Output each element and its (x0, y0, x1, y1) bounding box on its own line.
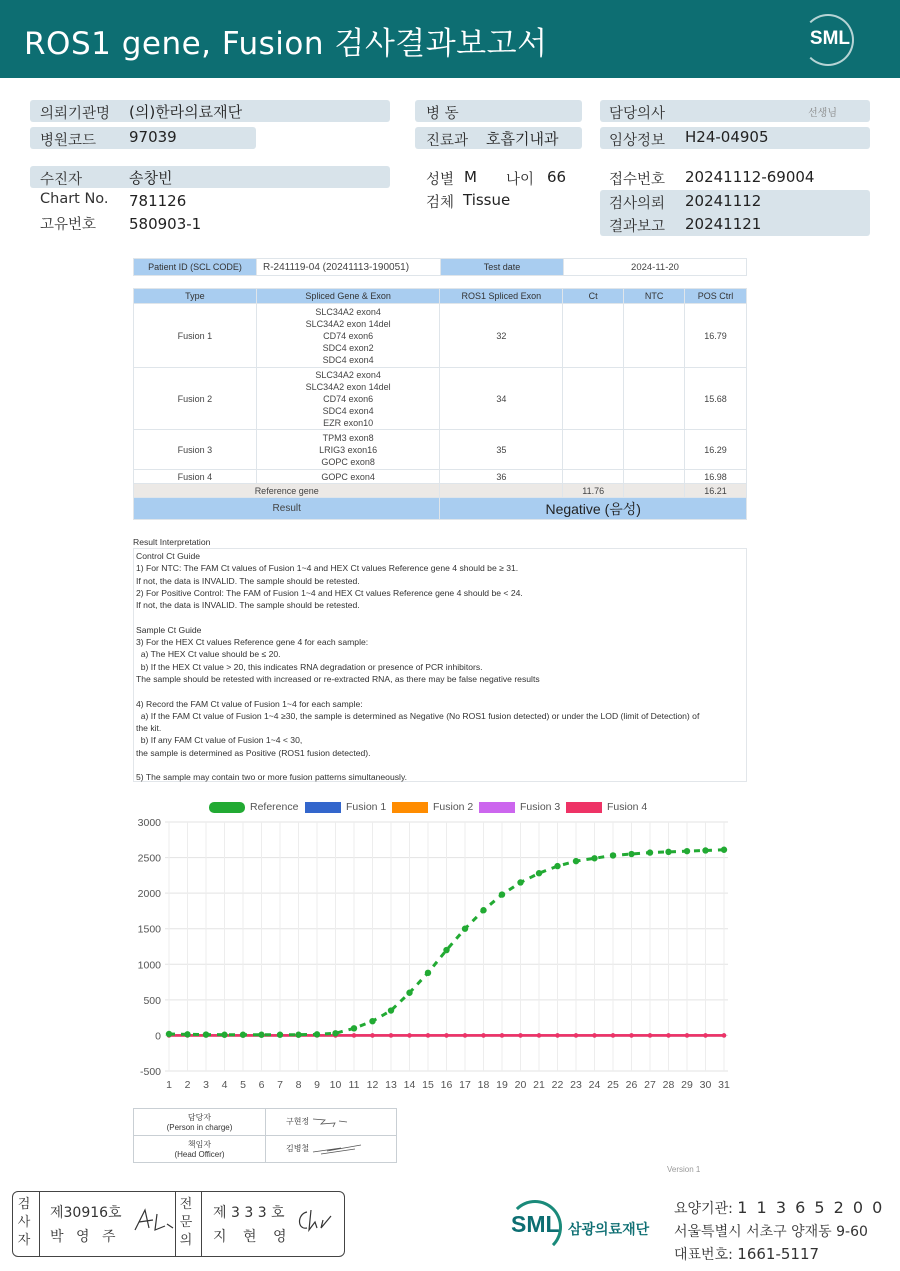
reference-ct: 11.76 (563, 484, 624, 498)
dept-label: 진료과 (426, 133, 469, 149)
legend-label: Fusion 1 (346, 801, 387, 813)
head-cell (134, 1136, 266, 1163)
gene-exon: CD74 exon6 (323, 330, 374, 341)
x-tick-label: 27 (644, 1079, 656, 1091)
footer-org: 삼광의료재단 (568, 1222, 650, 1238)
data-point (221, 1032, 227, 1038)
stamp-line2: 제 3 3 3 호 (213, 1205, 285, 1221)
row-genes (256, 470, 440, 484)
row-ct (563, 470, 624, 484)
data-point (554, 863, 560, 869)
gene-exon: SDC4 exon4 (322, 405, 374, 416)
col-ntc: NTC (624, 289, 685, 304)
result-row (134, 368, 747, 430)
data-point (666, 1033, 670, 1037)
data-point (721, 847, 727, 853)
footer-phone-row (674, 1244, 819, 1264)
reference-exon (440, 484, 563, 498)
y-tick-label: 0 (155, 1030, 161, 1043)
data-point (722, 1033, 726, 1037)
gene-exon: SDC4 exon4 (322, 354, 374, 365)
data-point (389, 1033, 393, 1037)
unique-label: 고유번호 (40, 217, 97, 233)
data-point (258, 1032, 264, 1038)
x-tick-label: 10 (329, 1079, 342, 1091)
data-point (314, 1031, 320, 1037)
x-tick-label: 9 (314, 1079, 320, 1091)
footer-logo: SML (511, 1211, 560, 1237)
data-point (443, 947, 449, 953)
x-tick-label: 26 (625, 1079, 638, 1091)
row-ct (563, 368, 624, 430)
stamp-signature2-icon (293, 1206, 339, 1236)
x-tick-label: 30 (699, 1079, 712, 1091)
certification-stamp (12, 1191, 345, 1257)
signature-table (133, 1108, 397, 1163)
x-tick-label: 19 (496, 1079, 508, 1091)
legend-label: Fusion 3 (520, 801, 561, 813)
row-exon: 32 (440, 304, 563, 368)
data-point (518, 1033, 522, 1037)
chart-value: 781126 (129, 192, 187, 210)
charge-label: 담당자 (187, 1113, 212, 1122)
x-tick-label: 28 (662, 1079, 675, 1091)
gene-exon: SLC34A2 exon4 (315, 306, 381, 317)
result-label: Result (134, 498, 440, 520)
stamp-name1: 박 영 주 (50, 1229, 120, 1245)
data-point (536, 870, 542, 876)
row-exon: 36 (440, 470, 563, 484)
data-point (332, 1030, 338, 1036)
gene-exon: LRIG3 exon16 (319, 444, 378, 455)
data-point (463, 1033, 467, 1037)
data-point (369, 1018, 375, 1024)
patient-label: 수진자 (40, 172, 83, 188)
y-tick-label: 500 (143, 994, 161, 1007)
x-tick-label: 6 (258, 1079, 265, 1091)
report-label: 결과보고 (609, 219, 666, 235)
patient-value: 송창빈 (129, 169, 173, 187)
data-point (481, 1033, 485, 1037)
data-point (277, 1032, 283, 1038)
data-point (370, 1033, 374, 1037)
report-value: 20241121 (685, 215, 762, 233)
x-tick-label: 18 (477, 1079, 490, 1091)
data-point (425, 970, 431, 976)
gene-exon: SLC34A2 exon4 (315, 369, 381, 380)
stamp-name2: 지 현 영 (213, 1229, 293, 1245)
stamp-signature1-icon (131, 1206, 175, 1236)
x-tick-label: 5 (240, 1079, 246, 1091)
gene-exon: SLC34A2 exon 14del (305, 318, 391, 329)
row-exon: 35 (440, 430, 563, 470)
doctor-label: 담당의사 (609, 106, 666, 122)
x-tick-label: 3 (203, 1079, 209, 1091)
stamp-col2: 전문의 (179, 1197, 193, 1248)
data-point (648, 1033, 652, 1037)
charge-signature-icon (311, 1115, 351, 1129)
report-title: ROS1 gene, Fusion 검사결과보고서 (24, 26, 548, 62)
data-point (665, 849, 671, 855)
legend-label: Fusion 4 (607, 801, 648, 813)
col-ct: Ct (563, 289, 624, 304)
x-tick-label: 25 (607, 1079, 619, 1091)
footer-phone-label: 대표번호: (674, 1247, 733, 1263)
reference-label: Reference gene (134, 484, 440, 498)
head-label: 책임자 (187, 1140, 212, 1149)
x-tick-label: 22 (551, 1079, 564, 1091)
patient-id-label: Patient ID (SCL CODE) (134, 259, 257, 276)
ward-label: 병 동 (426, 106, 459, 122)
x-tick-label: 16 (440, 1079, 453, 1091)
footer-code: 1 1 3 6 5 2 0 0 (737, 1198, 885, 1217)
doctor-suffix: 선생님 (808, 108, 837, 119)
row-ntc (624, 470, 685, 484)
row-type: Fusion 3 (134, 430, 257, 470)
y-tick-label: 1500 (137, 923, 161, 936)
gene-exon: GOPC exon4 (321, 471, 375, 482)
data-point (500, 1033, 504, 1037)
data-point (388, 1007, 394, 1013)
institution-label: 의뢰기관명 (40, 106, 111, 122)
result-row (134, 470, 747, 484)
charge-cell (134, 1109, 266, 1136)
data-point (647, 849, 653, 855)
charge-name: 구현정 (286, 1117, 310, 1127)
x-tick-label: 1 (166, 1079, 172, 1091)
row-genes (256, 368, 440, 430)
reference-ntc (624, 484, 685, 498)
data-point (537, 1033, 541, 1037)
footer-phone: 1661-5117 (737, 1245, 820, 1263)
row-exon: 34 (440, 368, 563, 430)
gene-exon: EZR exon10 (323, 417, 374, 428)
data-point (610, 852, 616, 858)
y-tick-label: 2500 (137, 852, 161, 865)
x-tick-label: 7 (277, 1079, 283, 1091)
stamp-col1: 검사자 (17, 1197, 31, 1248)
specimen-label: 검체 (426, 195, 455, 211)
row-ct (563, 430, 624, 470)
age-label: 나이 (506, 172, 535, 188)
x-tick-label: 2 (184, 1079, 191, 1091)
y-tick-label: 2000 (137, 888, 161, 901)
data-point (184, 1031, 190, 1037)
specimen-value: Tissue (463, 191, 511, 209)
amplification-chart (0, 810, 900, 1110)
footer-address: 서울특별시 서초구 양재동 9-60 (674, 1224, 868, 1240)
patient-box (30, 166, 390, 188)
dept-value: 호흡기내과 (486, 130, 559, 148)
test-date-label: Test date (441, 259, 564, 276)
y-tick-label: 3000 (137, 817, 161, 829)
data-point (574, 1033, 578, 1037)
institution-value: (의)한라의료재단 (129, 103, 243, 121)
row-ct (563, 304, 624, 368)
row-type: Fusion 1 (134, 304, 257, 368)
charge-label-en: (Person in charge) (166, 1123, 233, 1132)
gene-exon: SLC34A2 exon 14del (305, 381, 391, 392)
row-type: Fusion 4 (134, 470, 257, 484)
data-point (407, 1033, 411, 1037)
gene-exon: SDC4 exon2 (322, 342, 374, 353)
row-genes (256, 304, 440, 368)
charge-sign-cell (266, 1109, 397, 1136)
data-point (480, 907, 486, 913)
data-point (592, 1033, 596, 1037)
col-exon: ROS1 Spliced Exon (440, 289, 563, 304)
x-tick-label: 17 (459, 1079, 471, 1091)
clinical-value: H24-04905 (685, 128, 769, 146)
test-date-value: 2024-11-20 (564, 259, 747, 276)
data-point (203, 1031, 209, 1037)
chart-label: Chart No. (40, 191, 109, 207)
legend-label: Fusion 2 (433, 801, 474, 813)
patient-id-value: R-241119-04 (20241113-190051) (257, 259, 441, 276)
head-sign-cell (266, 1136, 397, 1163)
col-type: Type (134, 289, 257, 304)
head-name: 김병철 (286, 1144, 310, 1154)
gene-exon: TPM3 exon8 (322, 432, 374, 443)
receipt-label: 접수번호 (609, 172, 666, 188)
interpretation-text: Control Ct Guide 1) For NTC: The FAM Ct values of Fusion 1~4 and HEX Ct values Reference gene 4 should be ≥ 31. If not, the data is INVALID. The sample should be retested. 2) For Positive Control: The FAM of Fusion 1~4 and HEX Ct values Reference gene 4 should be < 24. If not, the data is INVALID. The sample should be retested. Sample Ct Guide 3) For the HEX Ct values Reference gene 4 for each sample: a) The HEX Ct value should be ≤ 20. b) If the HEX Ct value > 20, this indicates RNA degradation or presence of PCR inhibitors. The sample should be retested with increased or re-extracted RNA, as there may be false negative results 4) Record the FAM Ct value of Fusion 1~4 for each sample: a) If the FAM Ct value of Fusion 1~4 ≥30, the sample is determined as Negative (No ROS1 fusion detected) or under the LOD (limit of Detection) of the kit. b) If any FAM Ct value of Fusion 1~4 < 30, the sample is determined as Positive (ROS1 fusion detected). 5) The sample may contain two or more fusion patterns simultaneously. (136, 551, 700, 783)
reference-pos: 16.21 (685, 484, 747, 498)
data-point (628, 851, 634, 857)
x-tick-label: 13 (385, 1079, 397, 1091)
hospital-code-value: 97039 (129, 128, 177, 146)
data-point (611, 1033, 615, 1037)
x-tick-label: 24 (588, 1079, 601, 1091)
data-point (685, 1033, 689, 1037)
x-tick-label: 20 (514, 1079, 527, 1091)
footer-code-label: 요양기관: (674, 1201, 733, 1217)
patient-id-table (133, 258, 747, 276)
row-pos: 16.98 (685, 470, 747, 484)
data-point (240, 1032, 246, 1038)
data-point (462, 926, 468, 932)
receipt-value: 20241112-69004 (685, 168, 815, 186)
x-tick-label: 23 (570, 1079, 582, 1091)
data-point (444, 1033, 448, 1037)
x-tick-label: 11 (348, 1079, 360, 1091)
y-tick-label: 1000 (137, 959, 161, 972)
row-pos: 16.79 (685, 304, 747, 368)
data-point (352, 1033, 356, 1037)
version-label: Version 1 (667, 1165, 701, 1174)
y-tick-label: -500 (139, 1066, 161, 1078)
row-pos: 15.68 (685, 368, 747, 430)
x-tick-label: 4 (221, 1079, 228, 1091)
head-signature-icon (311, 1142, 371, 1156)
hospital-code-label: 병원코드 (40, 133, 97, 149)
unique-value: 580903-1 (129, 215, 202, 233)
head-label-en: (Head Officer) (174, 1150, 225, 1159)
data-point (591, 855, 597, 861)
data-point (702, 847, 708, 853)
data-point (406, 990, 412, 996)
request-label: 검사의뢰 (609, 196, 666, 212)
row-pos: 16.29 (685, 430, 747, 470)
row-ntc (624, 430, 685, 470)
sml-logo: SML (809, 28, 850, 49)
interpretation-box (133, 548, 747, 782)
clinical-label: 임상정보 (609, 133, 666, 149)
request-value: 20241112 (685, 192, 762, 210)
data-point (684, 848, 690, 854)
data-point (166, 1031, 172, 1037)
result-row (134, 430, 747, 470)
result-row (134, 304, 747, 368)
data-point (295, 1032, 301, 1038)
x-tick-label: 12 (366, 1079, 379, 1091)
x-tick-label: 21 (533, 1079, 545, 1091)
x-tick-label: 31 (718, 1079, 730, 1091)
sex-label: 성별 (426, 172, 455, 188)
row-genes (256, 430, 440, 470)
data-point (703, 1033, 707, 1037)
x-tick-label: 29 (681, 1079, 693, 1091)
data-point (555, 1033, 559, 1037)
age-value: 66 (547, 168, 567, 186)
gene-exon: GOPC exon8 (321, 456, 375, 467)
results-table (133, 288, 747, 520)
interpretation-title: Result Interpretation (133, 537, 211, 547)
sex-value: M (464, 168, 477, 186)
x-tick-label: 14 (403, 1079, 416, 1091)
data-point (426, 1033, 430, 1037)
data-point (629, 1033, 633, 1037)
x-tick-label: 15 (422, 1079, 434, 1091)
legend-label: Reference (250, 801, 299, 813)
row-ntc (624, 304, 685, 368)
data-point (517, 879, 523, 885)
footer-code-row (674, 1198, 884, 1218)
col-pos: POS Ctrl (685, 289, 747, 304)
x-tick-label: 8 (295, 1079, 302, 1091)
stamp-line1: 제30916호 (50, 1205, 122, 1221)
row-type: Fusion 2 (134, 368, 257, 430)
gene-exon: CD74 exon6 (323, 393, 374, 404)
result-value: Negative (음성) (440, 498, 747, 520)
data-point (351, 1025, 357, 1031)
row-ntc (624, 368, 685, 430)
data-point (499, 891, 505, 897)
report-header (0, 0, 900, 78)
data-point (573, 858, 579, 864)
col-gene: Spliced Gene & Exon (256, 289, 440, 304)
